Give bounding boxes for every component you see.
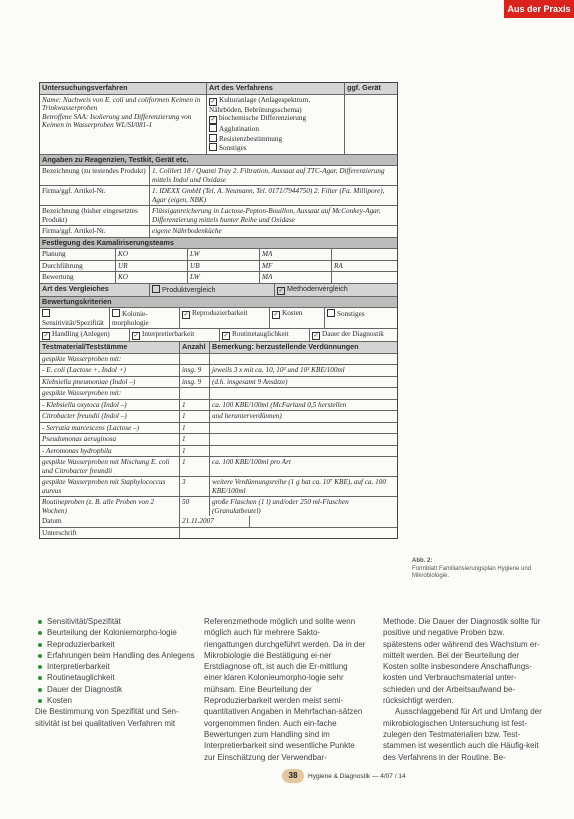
header-art: Art des Verfahrens — [207, 83, 345, 94]
test-bemerkung — [210, 423, 397, 434]
bewertungskriterien-title: Bewertungskriterien — [40, 297, 397, 309]
test-row — [40, 377, 397, 389]
test-bemerkung: (d.h. insgesamt 9 Ansätze) — [212, 377, 288, 386]
test-row — [40, 497, 397, 516]
kriterium-label: Sonstiges — [337, 310, 365, 318]
test-row — [40, 457, 397, 477]
test-bemerkung: ca. 100 KBE/100ml pro Art — [212, 458, 291, 466]
test-bemerkung — [210, 388, 397, 399]
art-option[interactable] — [209, 114, 342, 124]
test-anzahl — [180, 354, 210, 365]
testmaterial-header: Testmaterial/Teststämme — [40, 342, 180, 353]
unterschrift-label: Unterschrift — [40, 528, 180, 539]
bemerkung-header: Bemerkung: herzustellende Verdünnungen — [212, 342, 359, 351]
gerät-cell — [345, 95, 397, 154]
test-row — [40, 434, 397, 446]
bullet-item: Interpretierbarkeit — [35, 661, 195, 672]
test-row — [40, 354, 397, 366]
test-row — [40, 388, 397, 400]
test-anzahl — [180, 388, 210, 399]
art-option[interactable] — [209, 96, 342, 115]
test-material: Pseudomonas aeruginosa — [40, 434, 180, 445]
kriterium-label: Reproduzierbarkeit — [192, 309, 248, 317]
kriterium[interactable] — [325, 308, 397, 328]
test-row — [40, 400, 397, 412]
produktvergleich-option[interactable] — [150, 284, 275, 296]
firma1-label: Firma/ggf. Artikel-Nr. — [40, 186, 150, 205]
kriterium[interactable] — [180, 308, 270, 328]
header-gerät: ggf. Gerät — [347, 83, 381, 92]
kriterium[interactable] — [110, 308, 180, 328]
test-bemerkung: ca. 100 KBE/100ml (McFarland 0,5 herstellen — [212, 400, 347, 409]
kriterium-checkbox[interactable] — [112, 309, 120, 317]
art-option-label: Agglutination — [219, 125, 259, 133]
caption-number: Abb. 2: — [412, 558, 433, 564]
test-anzahl: 1 — [180, 457, 210, 476]
bezeichnung1-value: 1. Colilert 18 / Quanti Tray 2. Filtration, Aussaat auf TTC-Agar, Differenzierung mittels Indol und Oxidase — [152, 167, 385, 184]
test-bemerkung — [210, 354, 397, 365]
test-anzahl: 1 — [180, 423, 210, 434]
art-option-checkbox[interactable]: ✓ — [210, 98, 216, 105]
bewertung-1: KO — [116, 272, 188, 283]
column-1-paragraph: Die Bestimmung von Spezifität und Sen-sitivität ist bei qualitativen Verfahren mit — [35, 707, 179, 728]
art-option-label: Kulturanlage (Anlagespektrum, Nährböden, Bebrütungsschema) — [209, 95, 311, 114]
reagenzien-title: Angaben zu Reagenzien, Testkit, Gerät etc. — [40, 155, 397, 167]
art-options — [207, 95, 345, 154]
unterschrift-field — [180, 528, 397, 539]
kriterium[interactable] — [130, 329, 220, 341]
test-material: gespikte Wasserproben mit Mischung E. coli und Citrobacter freundii — [40, 457, 180, 476]
methodenvergleich-checkbox[interactable]: ✓ — [278, 287, 284, 294]
kriterium-label: Kolonie-morphologie — [112, 310, 149, 327]
art-option-checkbox[interactable] — [209, 124, 217, 132]
kriterium[interactable] — [270, 308, 325, 328]
kriterium-label: Dauer der Diagnostik — [322, 330, 384, 338]
test-bemerkung: große Flaschen (1 l) und/oder 250 ml-Flaschen (Granulatbeutel) — [212, 498, 349, 515]
test-material: - Klebsiella oxytoca (Indol –) — [40, 400, 180, 411]
test-row — [40, 477, 397, 497]
bullet-item: Kosten — [35, 695, 195, 706]
test-anzahl: 50 — [180, 497, 210, 516]
durchfuehrung-1: UR — [116, 261, 188, 272]
figure-caption — [412, 558, 562, 581]
test-material: gespikte Wasserproben mit: — [40, 354, 180, 365]
bullet-item: Reproduzierbarkeit — [35, 639, 195, 650]
kriterium[interactable] — [40, 329, 130, 341]
familiarization-form — [39, 82, 398, 539]
planung-2: LW — [188, 249, 260, 260]
kuerzel-title: Festlegung des Kamaliriserungsteams — [40, 238, 397, 250]
kriterium-checkbox[interactable]: ✓ — [223, 333, 229, 339]
planung-4 — [332, 249, 397, 260]
methodenvergleich-label: Methodenvergleich — [287, 283, 348, 293]
test-material: gespikte Wasserproben mit: — [40, 388, 180, 399]
firma2-label: Firma/ggf. Artikel-Nr. — [40, 226, 150, 237]
durchfuehrung-2: UB — [188, 261, 260, 272]
page-footer — [282, 769, 406, 783]
kriterien-row — [40, 308, 397, 329]
criteria-bullet-list — [35, 616, 195, 706]
bullet-item: Dauer der Diagnostik — [35, 684, 195, 695]
art-option-checkbox[interactable]: ✓ — [210, 117, 216, 123]
kriterium[interactable] — [40, 308, 110, 328]
bewertung-4 — [332, 272, 397, 283]
bullet-item: Routinetauglichkeit — [35, 672, 195, 683]
bullet-item: Beurteilung der Koloniemorpho-logie — [35, 627, 195, 638]
datum-label: Datum — [40, 516, 180, 527]
firma1-value: 1. IDEXX GmbH (Tel. A. Neumann, Tel. 0171/7944750) 2. Filter (Fa. Millipore), Agar (eigen, NBK) — [152, 187, 385, 204]
datum-value: 21.11.2007 — [180, 516, 250, 527]
column-1 — [35, 616, 195, 729]
kriterium-label: Sensitivität/Spezifität — [42, 318, 104, 327]
bewertung-3: MA — [260, 272, 332, 283]
art-option-checkbox[interactable] — [209, 143, 217, 151]
name-text: Name: Nachweis von E. coli und coliformen Keimen in Trinkwasserproben — [42, 95, 201, 112]
kriterium[interactable] — [310, 329, 397, 341]
planung-label: Planung — [40, 249, 116, 260]
test-bemerkung: und herunterverdünnen) — [212, 412, 282, 420]
durchfuehrung-3: MF — [260, 261, 332, 272]
test-anzahl: 1 — [180, 400, 210, 411]
methodenvergleich-option[interactable] — [275, 284, 397, 296]
kriterien-row — [40, 329, 397, 342]
planung-3: MA — [260, 249, 332, 260]
test-bemerkung: weitere Verdünnungsreihe (1 g hat ca. 10⁷ KBE), auf ca. 100 KBE/100ml — [212, 478, 386, 495]
art-option-checkbox[interactable] — [209, 134, 217, 142]
kriterium-label: Kosten — [282, 309, 303, 317]
kriterium-checkbox[interactable] — [327, 309, 335, 317]
kriterium-label: Interpretierbarkeit — [142, 330, 195, 338]
kriterium-checkbox[interactable]: ✓ — [273, 312, 279, 318]
test-material: - Aeromonas hydrophila — [40, 446, 180, 457]
test-anzahl: 3 — [180, 477, 210, 496]
anzahl-header: Anzahl — [180, 342, 210, 353]
section-tab: Aus der Praxis — [504, 0, 574, 18]
bewertung-2: LW — [188, 272, 260, 283]
art-option[interactable] — [209, 124, 342, 134]
test-bemerkung: jeweils 3 x mit ca. 10, 10² und 10³ KBE/100ml — [212, 366, 345, 374]
firma2-value: eigene Nährbodenküche — [152, 227, 222, 235]
durchfuehrung-label: Durchführung — [40, 261, 116, 272]
test-material: Citrobacter freundii (Indol –) — [40, 411, 180, 422]
test-anzahl: 1 — [180, 434, 210, 445]
art-option-label: Resistenzbestimmung — [219, 134, 283, 143]
column-3-paragraph-2: Ausschlaggebend für Art und Umfang der mikrobiologischen Untersuchung ist fest-zulegen den Testmaterialien bzw. Test-stammen ist wesentlich auch die Häufig-keit des Verfahrens in der Routine. Be- — [383, 707, 542, 762]
bezeichnung1-label: Bezeichnung (zu testendes Produkt) — [40, 166, 150, 185]
kriterium-label: Routinetauglichkeit — [232, 330, 289, 338]
bezeichnung2-label: Bezeichnung (bisher eingesetztes Produkt) — [40, 206, 150, 225]
betroffene-text: Betroffene SAA: Isolierung und Differenzierung von Keimen in Wasserproben WL/SI/081-1 — [42, 112, 192, 129]
test-anzahl: insg. 9 — [180, 365, 210, 376]
test-row — [40, 423, 397, 435]
produktvergleich-checkbox[interactable] — [152, 285, 160, 293]
kriterium-checkbox[interactable] — [42, 309, 50, 317]
name-cell — [40, 95, 207, 154]
test-row — [40, 411, 397, 423]
test-bemerkung — [210, 446, 397, 457]
kriterium[interactable] — [220, 329, 310, 341]
test-anzahl: 1 — [180, 411, 210, 422]
test-material: - E. coli (Lactose +, Indol +) — [40, 365, 180, 376]
test-material: gespikte Wasserproben mit Staphylococcus aureus — [40, 477, 180, 496]
journal-name: Hygiene & Diagnostik — 4/07 / 14 — [308, 773, 406, 780]
planung-1: KO — [116, 249, 188, 260]
datum-empty — [250, 516, 397, 527]
durchfuehrung-4: RA — [334, 261, 343, 270]
kriterium-checkbox[interactable]: ✓ — [183, 312, 189, 318]
art-option[interactable] — [209, 143, 342, 153]
test-row — [40, 446, 397, 458]
produktvergleich-label: Produktvergleich — [162, 284, 216, 294]
caption-text: Formblatt Familiarisierungsplan Hygiene und Mikrobiologie. — [412, 565, 532, 579]
header-verfahren: Untersuchungsverfahren — [40, 83, 207, 94]
art-option-label: biochemische Differenzierung — [219, 114, 307, 122]
art-option-label: Sonstiges — [219, 144, 247, 152]
bezeichnung2-value: Flüssiganreicherung in Lactose-Pepton-Bouillon, Aussaat auf McConkey-Agar, Differenzierung mittels bunter Reihe und Oxidase — [152, 207, 381, 224]
test-anzahl: 1 — [180, 446, 210, 457]
kriterium-checkbox[interactable]: ✓ — [313, 333, 319, 339]
vergleich-label: Art des Vergleiches — [40, 284, 150, 296]
column-3-paragraph-1: Methode. Die Dauer der Diagnostik sollte für positive und negative Proben bzw. spätestens oder während des Wachstum er-mittelt werden. Bei der Beurteilung der Kosten sollte insbesondere Anschaffungs-kosten und Verbrauchsmaterial unter-schieden und der Arbeitsaufwand be-rücksichtigt werden. — [383, 617, 541, 706]
bullet-item: Sensitivität/Spezifität — [35, 616, 195, 627]
page-number: 38 — [282, 769, 304, 783]
test-row — [40, 365, 397, 377]
column-3 — [383, 616, 545, 763]
column-2-paragraph: Referenzmethode möglich und sollte wenn möglich auch für mehrere Sakto-riengattungen durchgeführt werden. Da in der Mikrobiologie die Bestätigung ei-ner Erstdiagnose oft, ist auch die Er-mittlung einer klaren Kolonieumorpho-logie sehr mühsam. Eine Beurteilung der Reproduzierbarkeit werden meist semi-quantitativen Angaben in Mehrfachan-sätzen vorgenommen finden. Auch ein-fache Bewertungen zum Handling sind im Interpretierbarkeit sind wesentliche Punkte zur Einschätzung der Verwendbar- — [204, 617, 366, 762]
kriterium-checkbox[interactable]: ✓ — [133, 333, 139, 339]
bewertung-label: Bewertung — [40, 272, 116, 283]
test-rows — [40, 354, 397, 517]
column-2 — [204, 616, 367, 763]
kriterium-label: Handling (Anlegen) — [52, 330, 110, 338]
test-material: Klebsiella pneumoniae (Indol –) — [40, 377, 180, 388]
test-anzahl: insg. 9 — [180, 377, 210, 388]
bullet-item: Erfahrungen beim Handling des Anlegens — [35, 650, 195, 661]
test-material: - Serratia marcescens (Lactose –) — [40, 423, 180, 434]
art-option[interactable] — [209, 134, 342, 144]
test-bemerkung — [210, 434, 397, 445]
kriterium-checkbox[interactable]: ✓ — [43, 333, 49, 339]
test-material: Routineproben (z. B. alle Proben von 2 Wochen) — [40, 497, 180, 516]
